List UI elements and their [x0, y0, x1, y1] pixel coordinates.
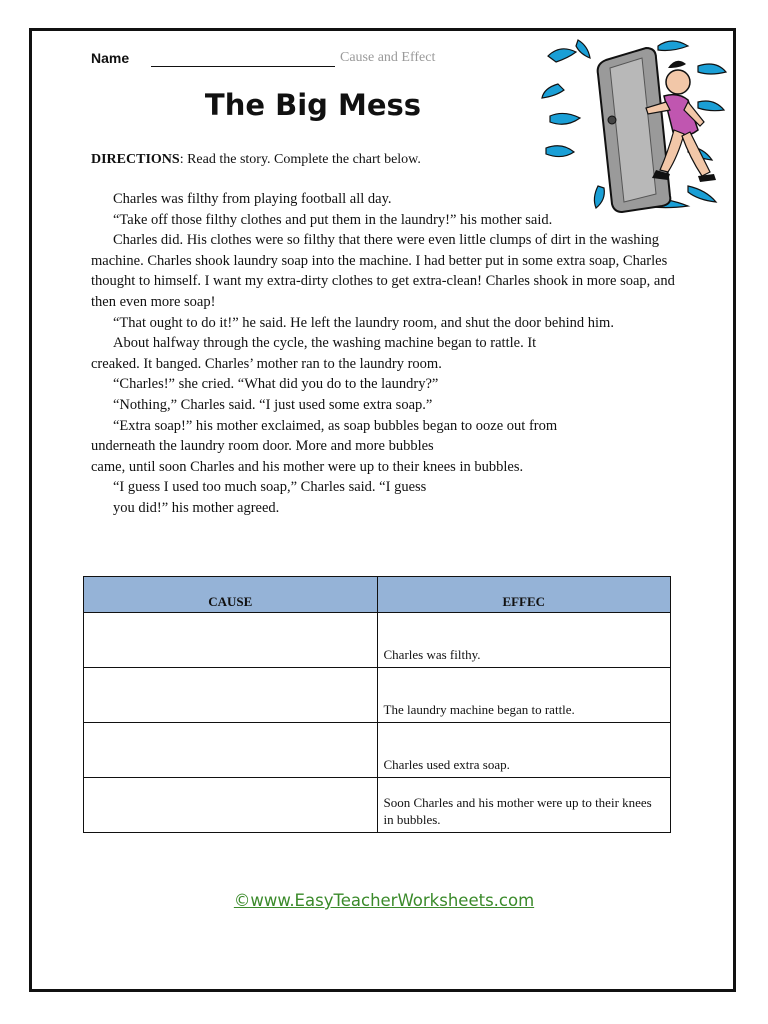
- page-title: The Big Mess: [204, 88, 422, 122]
- story-paragraph: you did!” his mother agreed.: [113, 499, 280, 516]
- cause-cell[interactable]: [84, 723, 378, 778]
- effect-cell: Charles used extra soap.: [377, 723, 671, 778]
- cause-header: CAUSE: [84, 577, 378, 613]
- story-paragraph: “Nothing,” Charles said. “I just used some extra soap.”: [113, 396, 433, 413]
- story-paragraph: “Extra soap!” his mother exclaimed, as soap bubbles began to ooze out from: [113, 417, 558, 434]
- clipart-illustration: [538, 36, 738, 214]
- directions-label: DIRECTIONS: [91, 152, 180, 167]
- cause-cell[interactable]: [84, 668, 378, 723]
- name-field-line[interactable]: [151, 66, 335, 67]
- effect-cell: The laundry machine began to rattle.: [377, 668, 671, 723]
- name-row: [91, 50, 491, 70]
- effect-header: EFFEC: [377, 577, 671, 613]
- directions-text: : Read the story. Complete the chart below.: [179, 152, 421, 167]
- table-row: [84, 668, 671, 723]
- cause-cell[interactable]: [84, 613, 378, 668]
- table-row: [84, 723, 671, 778]
- table-row: [84, 778, 671, 833]
- story-paragraph: came, until soon Charles and his mother were up to their knees in bubbles.: [91, 458, 524, 475]
- story-paragraph: “That ought to do it!” he said. He left the laundry room, and shut the door behind him.: [113, 314, 614, 331]
- worksheet-subtitle: Cause and Effect: [340, 50, 436, 65]
- effect-cell: Charles was filthy.: [377, 613, 671, 668]
- story-paragraph: Charles did. His clothes were so filthy that there were even little clumps of dirt in the washing machine. Charles shook laundry soap into the machine. I had better put in some extra soap, Charles thought to himself. I want my extra-dirty clothes to get extra-clean! Charles shook in more soap, and then even more soap!: [91, 232, 675, 310]
- table-row: [84, 613, 671, 668]
- story-paragraph: “Charles!” she cried. “What did you do to the laundry?”: [113, 376, 439, 393]
- story-paragraph: “Take off those filthy clothes and put them in the laundry!” his mother said.: [113, 211, 553, 228]
- story-paragraph: “I guess I used too much soap,” Charles said. “I guess: [113, 479, 427, 496]
- story-paragraph: underneath the laundry room door. More and more bubbles: [91, 438, 434, 455]
- directions: [91, 152, 421, 168]
- story-paragraph: Charles was filthy from playing football all day.: [113, 191, 392, 207]
- story-text: [91, 189, 679, 519]
- effect-cell: Soon Charles and his mother were up to their knees in bubbles.: [377, 778, 671, 833]
- story-paragraph: creaked. It banged. Charles’ mother ran to the laundry room.: [91, 355, 442, 372]
- name-label: Name: [91, 50, 130, 66]
- footer-link[interactable]: ©www.EasyTeacherWorksheets.com: [233, 891, 535, 910]
- cause-cell[interactable]: [84, 778, 378, 833]
- story-paragraph: About halfway through the cycle, the washing machine began to rattle. It: [113, 335, 537, 352]
- cause-effect-chart: [83, 576, 671, 833]
